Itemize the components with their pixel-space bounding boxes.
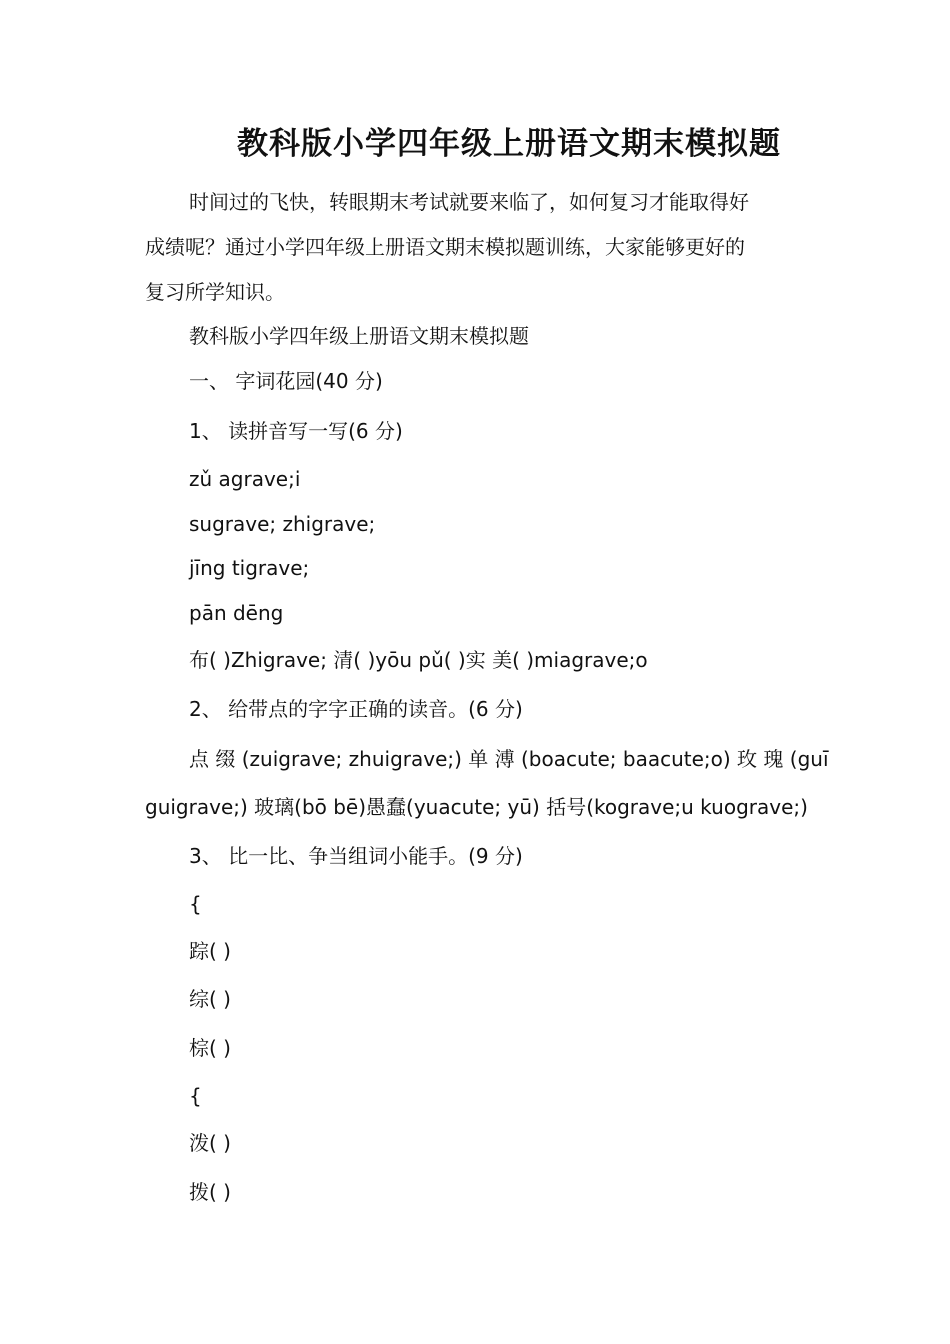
question-2-heading: 2、 给带点的字字正确的读音。(6 分) — [189, 697, 523, 721]
word-item: 综( ) — [189, 987, 231, 1011]
fill-in-line: 布( )Zhigrave; 清( )yōu pǔ( )实 美( )miagrave;o — [189, 648, 648, 672]
reading-line-1: 点 缀 (zuigrave; zhuigrave;) 单 溥 (boacute; baacute;o) 玫 瑰 (guī — [189, 747, 829, 771]
word-item: 拨( ) — [189, 1180, 231, 1204]
word-item: 踪( ) — [189, 939, 231, 963]
question-3-heading: 3、 比一比、争当组词小能手。(9 分) — [189, 844, 523, 868]
pinyin-line-2: sugrave; zhigrave; — [189, 512, 376, 536]
reading-line-2: guigrave;) 玻璃(bō bē)愚蠢(yuacute; yū) 括号(kograve;u kuograve;) — [145, 795, 808, 819]
intro-line-1: 时间过的飞快，转眼期末考试就要来临了，如何复习才能取得好 — [189, 190, 749, 214]
intro-line-2: 成绩呢？通过小学四年级上册语文期末模拟题训练，大家能够更好的 — [145, 235, 745, 259]
question-1-heading: 1、 读拼音写一写(6 分) — [189, 419, 403, 443]
pinyin-line-4: pān dēng — [189, 601, 284, 625]
pinyin-line-3: jīng tigrave; — [189, 556, 310, 580]
group-brace-1: { — [189, 892, 202, 916]
subtitle: 教科版小学四年级上册语文期末模拟题 — [189, 324, 529, 348]
pinyin-line-1: zǔ agrave;i — [189, 467, 301, 491]
section-heading: 一、 字词花园(40 分) — [189, 369, 383, 393]
document-title: 教科版小学四年级上册语文期末模拟题 — [237, 126, 781, 162]
word-item: 泼( ) — [189, 1131, 231, 1155]
word-item: 棕( ) — [189, 1036, 231, 1060]
group-brace-2: { — [189, 1084, 202, 1108]
intro-line-3: 复习所学知识。 — [145, 280, 285, 304]
